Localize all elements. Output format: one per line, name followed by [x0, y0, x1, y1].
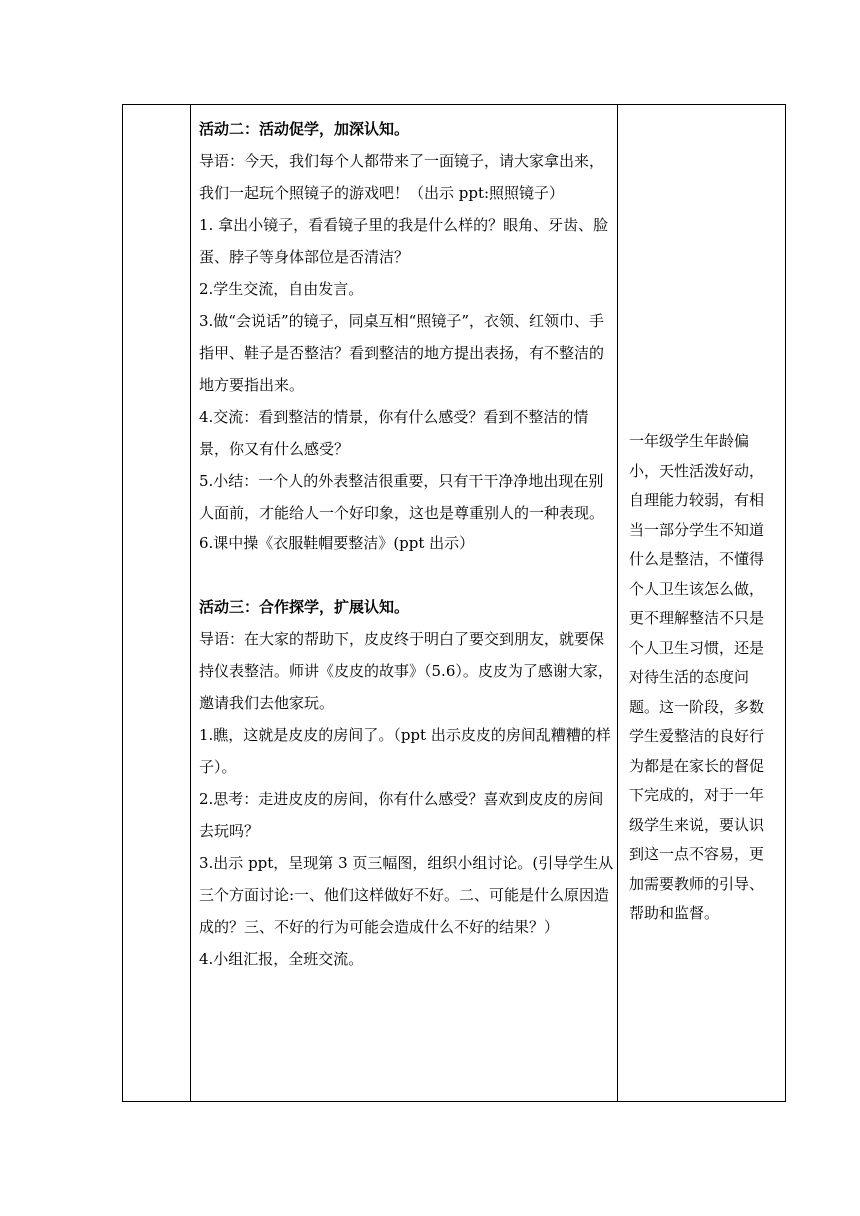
- activity3-intro: 导语：在大家的帮助下，皮皮终于明白了要交到朋友，就要保持仪表整洁。师讲《皮皮的故事》（5.6）。皮皮为了感谢大家，邀请我们去他家玩。: [199, 630, 613, 712]
- activity2-title: 活动二：活动促学，加深认知。: [199, 120, 410, 138]
- design-intent-cell: 一年级学生年龄偏小，天性活泼好动，自理能力较弱，有相当一部分学生不知道什么是整洁，不懂得个人卫生该怎么做，更不理解整洁不只是个人卫生习惯，还是对待生活的态度问题。这一阶段，多数学生爱整洁的良好行为都是在家长的督促下完成的，对于一年级学生来说，要认识到这一点不容易，更加需要教师的引导、帮助和监督。: [629, 432, 765, 922]
- teaching-process-cell: [199, 113, 615, 975]
- activity2-step-2: 2.学生交流，自由发言。: [199, 280, 364, 298]
- column-divider-right: [617, 105, 618, 1101]
- activity3-title: 活动三：合作探学，扩展认知。: [199, 598, 410, 616]
- activity2-step-3: 3.做“会说话”的镜子，同桌互相“照镜子”，衣领、红领巾、手指甲、鞋子是否整洁？看到整洁的地方提出表扬，有不整洁的地方要指出来。: [199, 312, 605, 394]
- activity2-step-6: 6.课中操《衣服鞋帽要整洁》(ppt 出示）: [199, 534, 475, 552]
- activity2-step-5: 5.小结：一个人的外表整洁很重要，只有干干净净地出现在别人面前，才能给人一个好印象，这也是尊重别人的一种表现。: [199, 472, 605, 522]
- activity2-intro: 导语：今天，我们每个人都带来了一面镜子，请大家拿出来，我们一起玩个照镜子的游戏吧！（出示 ppt:照照镜子）: [199, 152, 605, 202]
- section-gap: [199, 555, 615, 591]
- column-divider-left: [190, 105, 191, 1101]
- activity3-step-3: 3.出示 ppt，呈现第 3 页三幅图，组织小组讨论。(引导学生从三个方面讨论:一、他们这样做好不好。二、可能是什么原因造成的？三、不好的行为可能会造成什么不好的结果？）: [199, 854, 614, 936]
- activity2-step-4: 4.交流：看到整洁的情景，你有什么感受？看到不整洁的情景，你又有什么感受？: [199, 408, 589, 458]
- lesson-plan-table: [122, 104, 786, 1102]
- activity2-step-1: 1. 拿出小镜子，看看镜子里的我是什么样的？眼角、牙齿、脸蛋、脖子等身体部位是否清洁？: [199, 216, 609, 266]
- activity3-step-4: 4.小组汇报，全班交流。: [199, 950, 364, 968]
- activity3-step-1: 1.瞧，这就是皮皮的房间了。（ppt 出示皮皮的房间乱糟糟的样子）。: [199, 726, 611, 776]
- activity3-step-2: 2.思考：走进皮皮的房间，你有什么感受？喜欢到皮皮的房间去玩吗？: [199, 790, 604, 840]
